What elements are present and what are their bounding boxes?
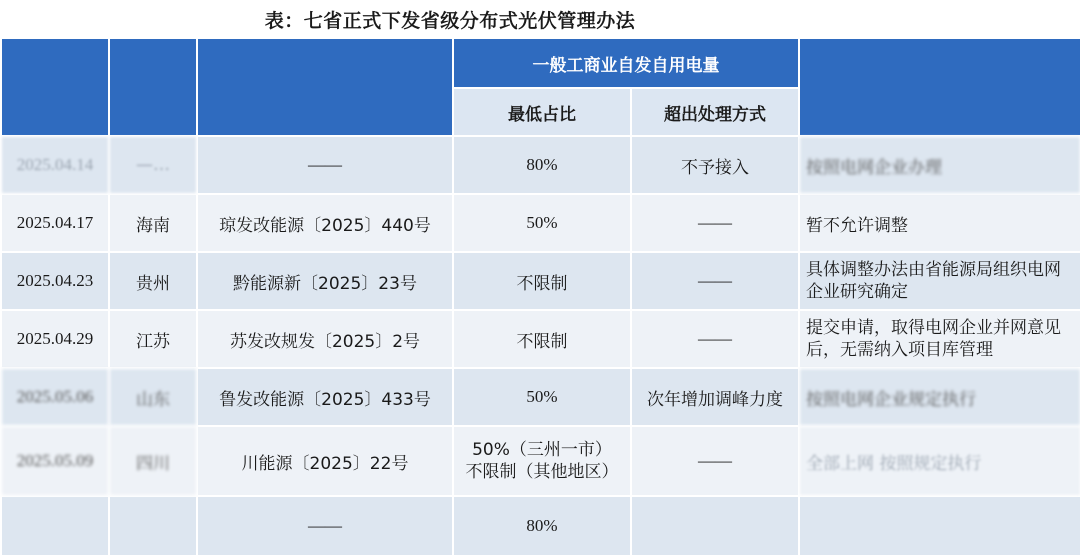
date-cell: 2025.05.06 <box>1 368 109 426</box>
header-date-cell <box>1 38 109 136</box>
doc-cell: 鲁发改能源〔2025〕433号 <box>197 368 453 426</box>
doc-cell: 黔能源新〔2025〕23号 <box>197 252 453 310</box>
province-cell <box>109 496 197 556</box>
date-cell: 2025.04.14 <box>1 136 109 194</box>
table-row <box>1 252 1080 310</box>
header-province-cell <box>109 38 197 136</box>
ratio-cell: 不限制 <box>453 310 631 368</box>
date-cell: 2025.04.29 <box>1 310 109 368</box>
ratio-cell: 不限制 <box>453 252 631 310</box>
header-excess-method: 超出处理方式 <box>631 88 799 136</box>
method-cell <box>631 496 799 556</box>
note-cell: 提交申请，取得电网企业并网意见后，无需纳入项目库管理 <box>799 310 1080 368</box>
note-cell: 具体调整办法由省能源局组织电网企业研究确定 <box>799 252 1080 310</box>
ratio-line-2: 不限制（其他地区） <box>465 462 619 482</box>
ratio-cell: 80% <box>453 136 631 194</box>
doc-cell: 琼发改能源〔2025〕440号 <box>197 194 453 252</box>
table-row <box>1 368 1080 426</box>
ratio-cell: 50% <box>453 368 631 426</box>
method-cell: 不予接入 <box>631 136 799 194</box>
province-cell: 山东 <box>109 368 197 426</box>
table-row <box>1 194 1080 252</box>
header-doc-cell <box>197 38 453 136</box>
method-cell: —— <box>631 426 799 496</box>
note-cell: 暂不允许调整 <box>799 194 1080 252</box>
doc-cell: 川能源〔2025〕22号 <box>197 426 453 496</box>
table-title: 表：七省正式下发省级分布式光伏管理办法 <box>264 10 636 32</box>
note-cell: 全部上网 按照规定执行 <box>799 426 1080 496</box>
note-cell <box>799 496 1080 556</box>
note-cell: 按照电网企业办理 <box>799 136 1080 194</box>
ratio-line-1: 50%（三州一市） <box>472 440 612 460</box>
date-cell: 2025.04.17 <box>1 194 109 252</box>
header-row-1 <box>1 38 1080 88</box>
date-cell: 2025.04.23 <box>1 252 109 310</box>
province-cell: 海南 <box>109 194 197 252</box>
province-cell: 江苏 <box>109 310 197 368</box>
doc-cell: —— <box>197 496 453 556</box>
province-cell: —… <box>109 136 197 194</box>
note-cell: 按照电网企业规定执行 <box>799 368 1080 426</box>
header-note-cell <box>799 38 1080 136</box>
method-cell: —— <box>631 252 799 310</box>
doc-cell: —— <box>197 136 453 194</box>
date-cell <box>1 496 109 556</box>
doc-cell: 苏发改规发〔2025〕2号 <box>197 310 453 368</box>
header-group: 一般工商业自发自用电量 <box>453 38 799 88</box>
method-cell: —— <box>631 310 799 368</box>
ratio-cell <box>453 426 631 496</box>
table-row <box>1 496 1080 556</box>
method-cell: —— <box>631 194 799 252</box>
table-row <box>1 136 1080 194</box>
policy-table <box>0 37 1080 557</box>
date-cell: 2025.05.09 <box>1 426 109 496</box>
province-cell: 四川 <box>109 426 197 496</box>
ratio-cell: 50% <box>453 194 631 252</box>
header-min-ratio: 最低占比 <box>453 88 631 136</box>
method-cell: 次年增加调峰力度 <box>631 368 799 426</box>
province-cell: 贵州 <box>109 252 197 310</box>
table-row <box>1 426 1080 496</box>
table-row <box>1 310 1080 368</box>
ratio-cell: 80% <box>453 496 631 556</box>
